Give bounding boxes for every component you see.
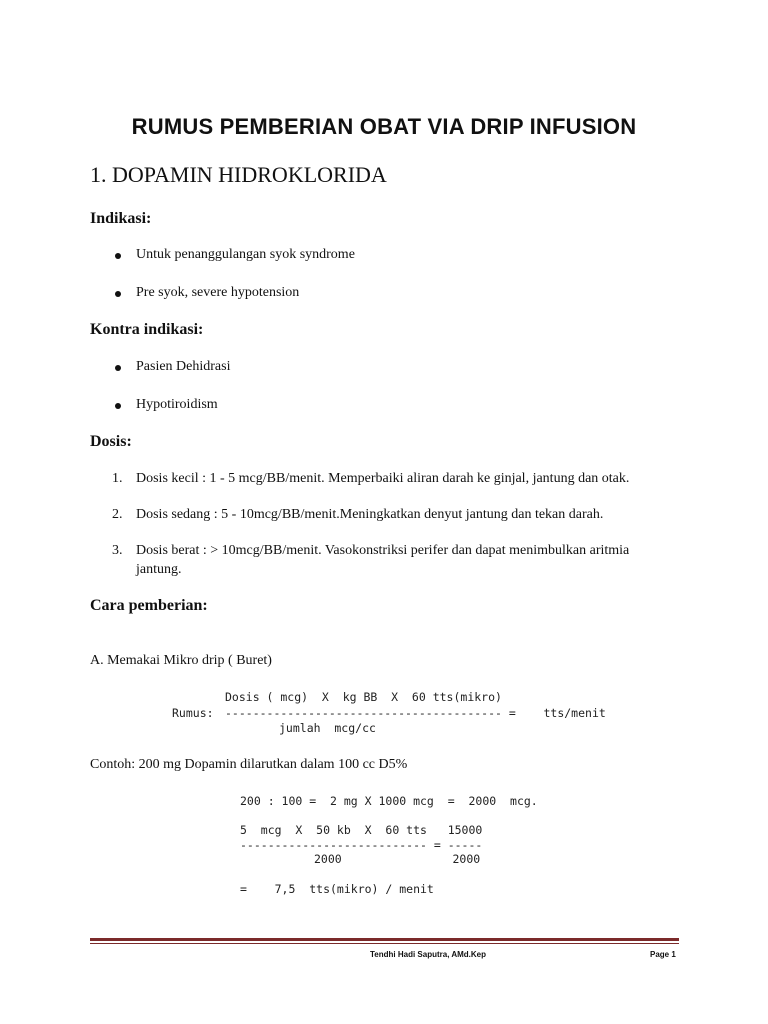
bullet-icon xyxy=(115,291,121,297)
method-a-label: A. Memakai Mikro drip ( Buret) xyxy=(90,653,272,668)
formula-denominator: jumlah mcg/cc xyxy=(279,721,376,735)
bullet-icon xyxy=(115,365,121,371)
formula-divider: ---------------------------------------- = tts/menit xyxy=(225,706,606,720)
cara-heading: Cara pemberian: xyxy=(90,597,208,614)
list-item: Dosis kecil : 1 - 5 mcg/BB/menit. Memperbaiki aliran darah ke ginjal, jantung dan otak. xyxy=(136,471,630,486)
bullet-icon xyxy=(115,403,121,409)
document-title: RUMUS PEMBERIAN OBAT VIA DRIP INFUSION xyxy=(131,114,637,139)
list-item: Dosis sedang : 5 - 10mcg/BB/menit.Meningkatkan denyut jantung dan tekan darah. xyxy=(136,507,604,522)
bullet-icon xyxy=(115,253,121,259)
kontra-heading: Kontra indikasi: xyxy=(90,321,204,338)
list-item: Pre syok, severe hypotension xyxy=(136,285,300,300)
list-item: Pasien Dehidrasi xyxy=(136,359,231,374)
list-number: 1. xyxy=(112,471,123,486)
formula-label: Rumus: xyxy=(172,706,214,720)
indikasi-heading: Indikasi: xyxy=(90,210,152,227)
list-item: Untuk penanggulangan syok syndrome xyxy=(136,247,355,262)
calc-line: 2000 2000 xyxy=(314,852,481,866)
example-text: Contoh: 200 mg Dopamin dilarutkan dalam 100 cc D5% xyxy=(90,757,408,772)
list-item-continuation: jantung. xyxy=(136,562,182,577)
calc-line: 200 : 100 = 2 mg X 1000 mcg = 2000 mcg. xyxy=(240,794,538,808)
footer-rule xyxy=(90,938,679,941)
footer-page-number: Page 1 xyxy=(650,950,676,959)
calc-divider: --------------------------- = ----- xyxy=(240,838,483,852)
list-number: 2. xyxy=(112,507,123,522)
list-item: Dosis berat : > 10mcg/BB/menit. Vasokonstriksi perifer dan dapat menimbulkan aritmia xyxy=(136,543,630,558)
section-heading: 1. DOPAMIN HIDROKLORIDA xyxy=(90,162,387,187)
calc-line: 5 mcg X 50 kb X 60 tts 15000 xyxy=(240,823,483,837)
list-number: 3. xyxy=(112,543,123,558)
footer-rule-thin xyxy=(90,943,679,944)
list-item: Hypotiroidism xyxy=(136,397,218,412)
formula-numerator: Dosis ( mcg) X kg BB X 60 tts(mikro) xyxy=(225,690,502,704)
dosis-heading: Dosis: xyxy=(90,433,132,450)
footer-author: Tendhi Hadi Saputra, AMd.Kep xyxy=(370,950,487,959)
calc-result: = 7,5 tts(mikro) / menit xyxy=(240,882,434,896)
